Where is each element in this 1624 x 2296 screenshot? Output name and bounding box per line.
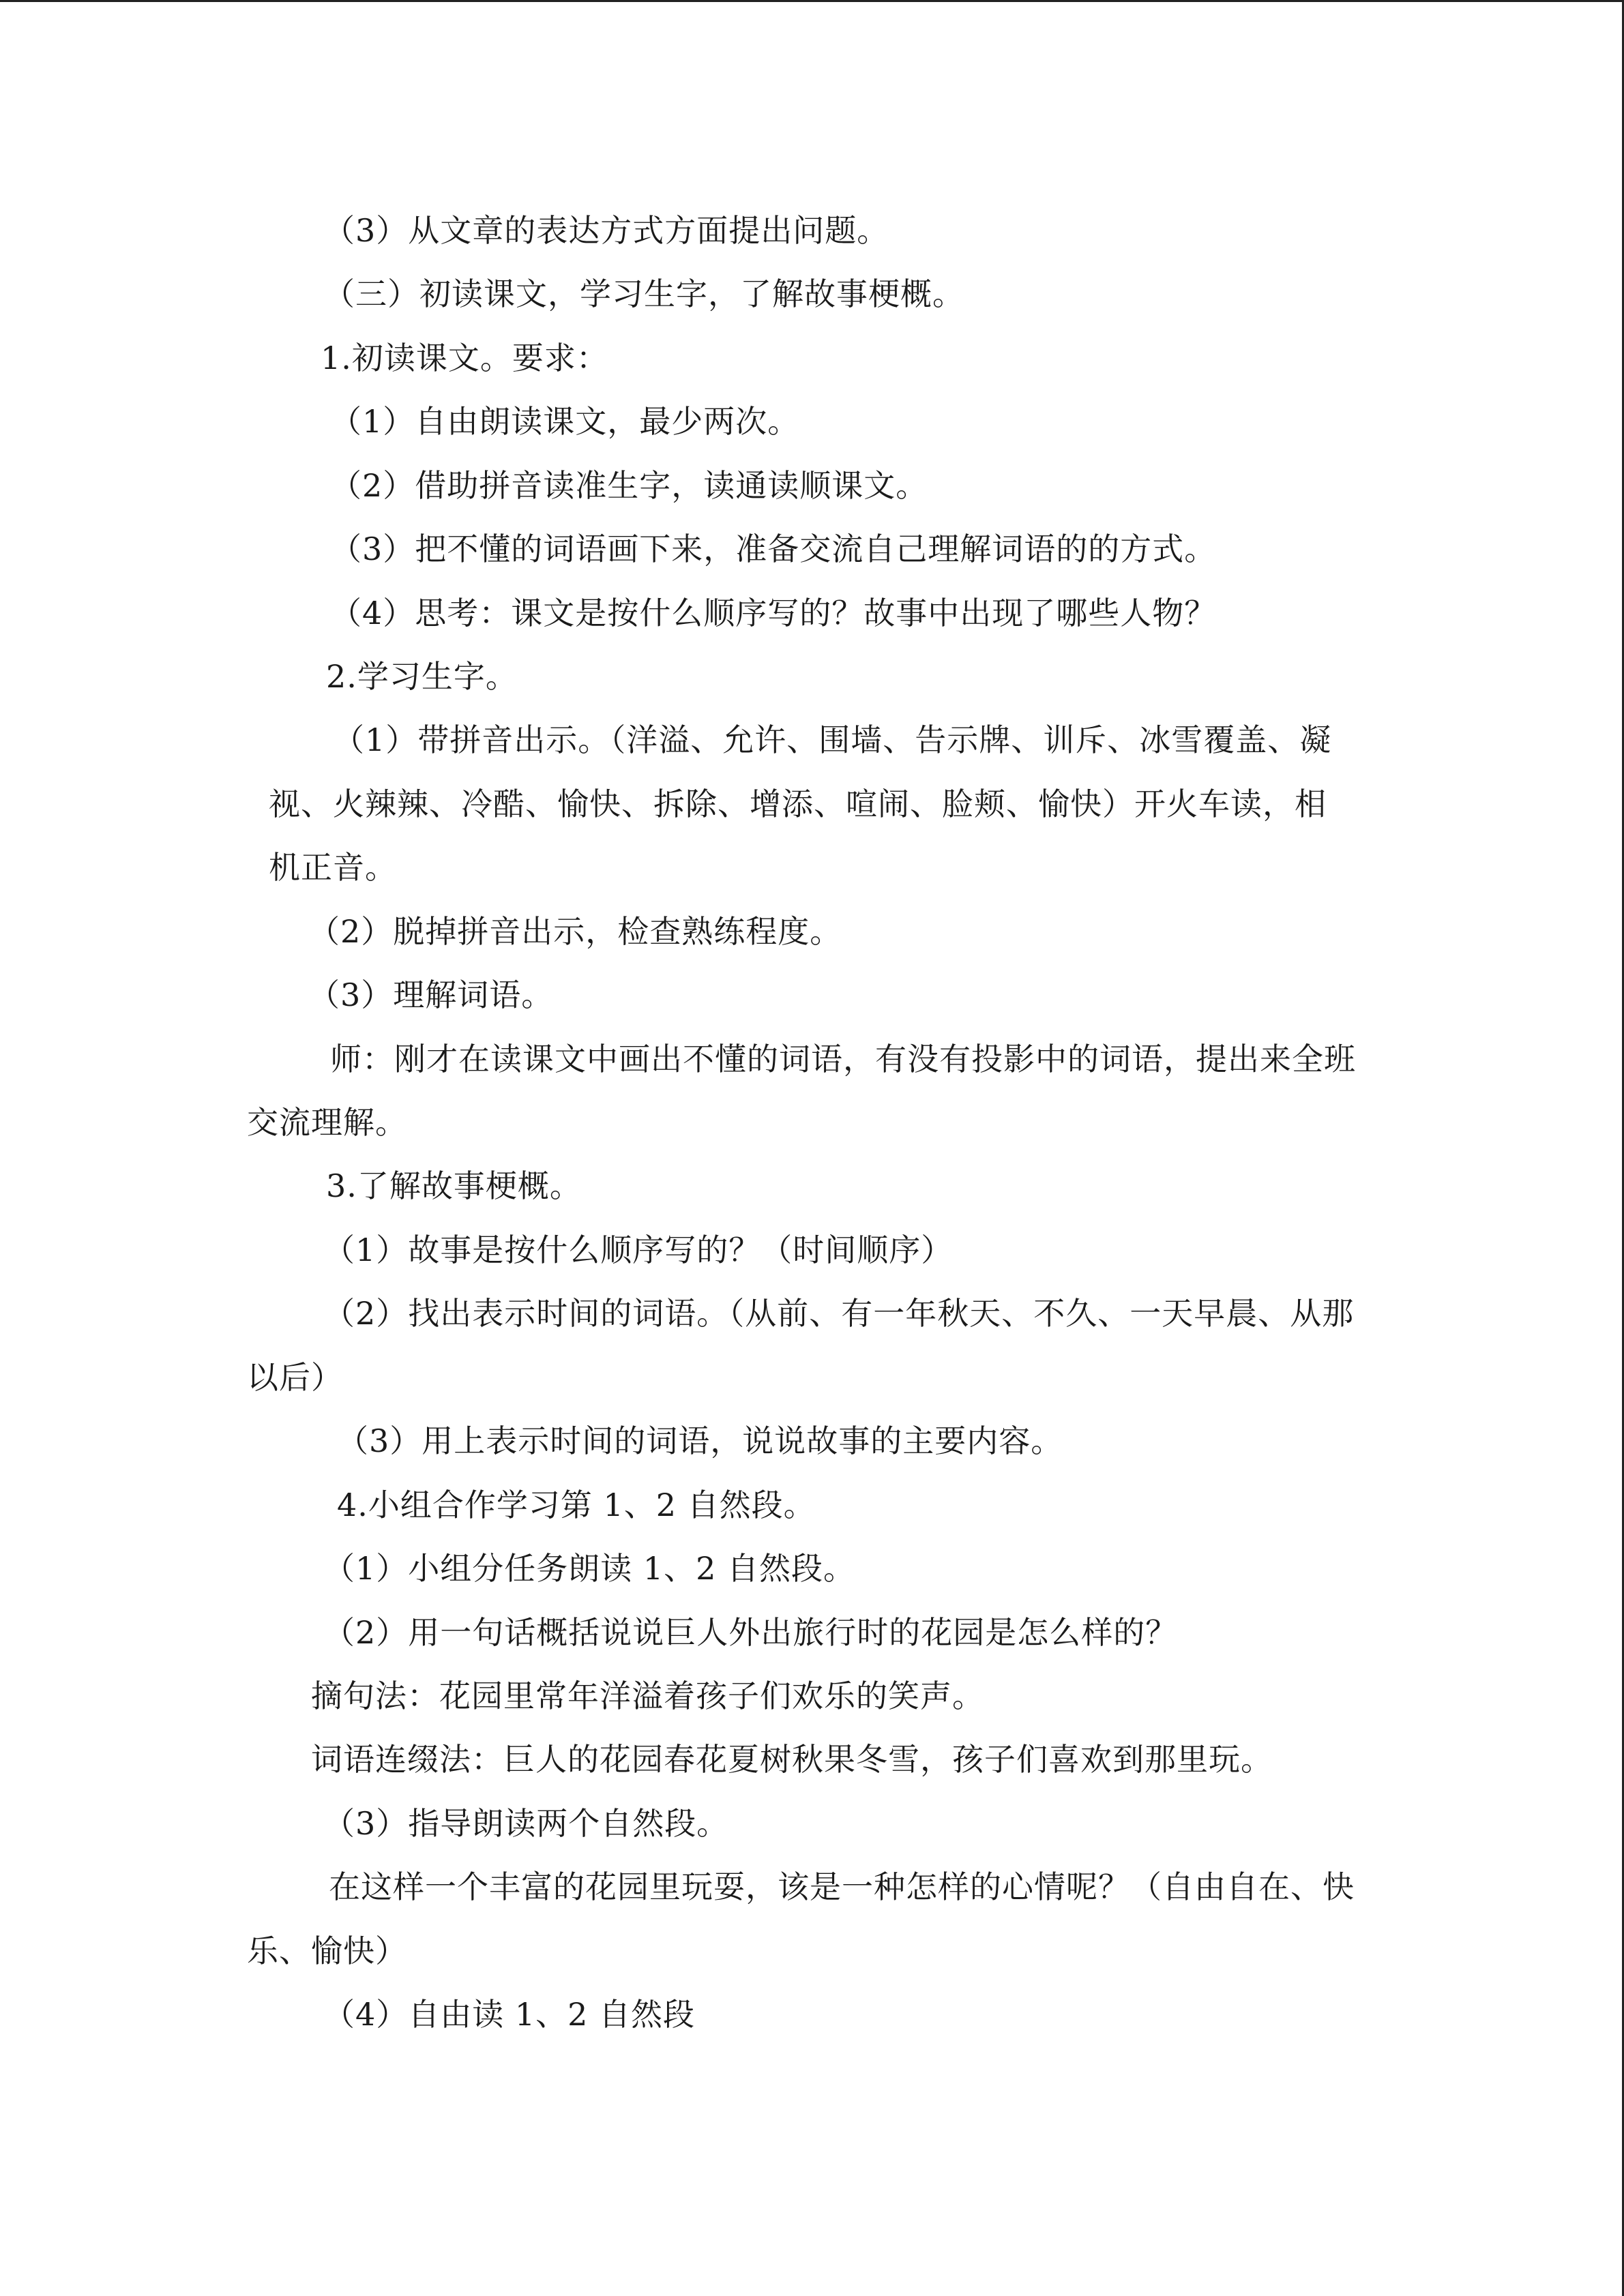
text-line: 视、火辣辣、冷酷、愉快、拆除、增添、喧闹、脸颊、愉快）开火车读，相 [269,786,1327,822]
text-line: 1.初读课文。要求： [321,340,608,376]
text-line: （4）思考：课文是按什么顺序写的？故事中出现了哪些人物？ [330,595,1217,631]
section-heading: （三）初读课文，学习生字，了解故事梗概。 [323,275,964,312]
text-line: 摘句法：花园里常年洋溢着孩子们欢乐的笑声。 [311,1678,984,1714]
text-line: （1）自由朗读课文，最少两次。 [330,403,800,440]
text-line: （2）借助拼音读准生字，读通读顺课文。 [330,467,928,504]
text-line: （3）用上表示时间的词语，说说故事的主要内容。 [337,1422,1063,1459]
text-line: （1）小组分任务朗读 1、2 自然段。 [323,1550,856,1587]
text-line: 师：刚才在读课文中画出不懂的词语，有没有投影中的词语，提出来全班 [330,1041,1356,1077]
text-line: （3）把不懂的词语画下来，准备交流自己理解词语的的方式。 [330,531,1217,567]
text-line: 3.了解故事梗概。 [326,1167,582,1204]
text-line: （4）自由读 1、2 自然段 [323,1996,696,2033]
text-line: （2）用一句话概括说说巨人外出旅行时的花园是怎么样的？ [323,1614,1178,1651]
text-line: （3）理解词语。 [308,976,554,1013]
text-line: 在这样一个丰富的花园里玩耍，该是一种怎样的心情呢？（自由自在、快 [329,1868,1355,1905]
text-line: 机正音。 [269,849,397,886]
text-line: （3）从文章的表达方式方面提出问题。 [323,212,889,249]
text-line: （2）脱掉拼音出示，检查熟练程度。 [308,913,842,950]
text-line: （3）指导朗读两个自然段。 [323,1805,729,1842]
text-line: （1）故事是按什么顺序写的？（时间顺序） [323,1232,954,1268]
text-line: 4.小组合作学习第 1、2 自然段。 [337,1487,816,1523]
text-line: （2）找出表示时间的词语。（从前、有一年秋天、不久、一天早晨、从那 [323,1295,1355,1332]
text-line: 乐、愉快） [247,1933,407,1969]
text-line: 以后） [247,1359,343,1396]
text-line: 交流理解。 [247,1104,407,1141]
text-line: （1）带拼音出示。（洋溢、允许、围墙、告示牌、训斥、冰雪覆盖、凝 [333,721,1332,758]
text-line: 词语连缀法：巨人的花园春花夏树秋果冬雪，孩子们喜欢到那里玩。 [311,1741,1273,1778]
text-line: 2.学习生字。 [326,658,518,695]
